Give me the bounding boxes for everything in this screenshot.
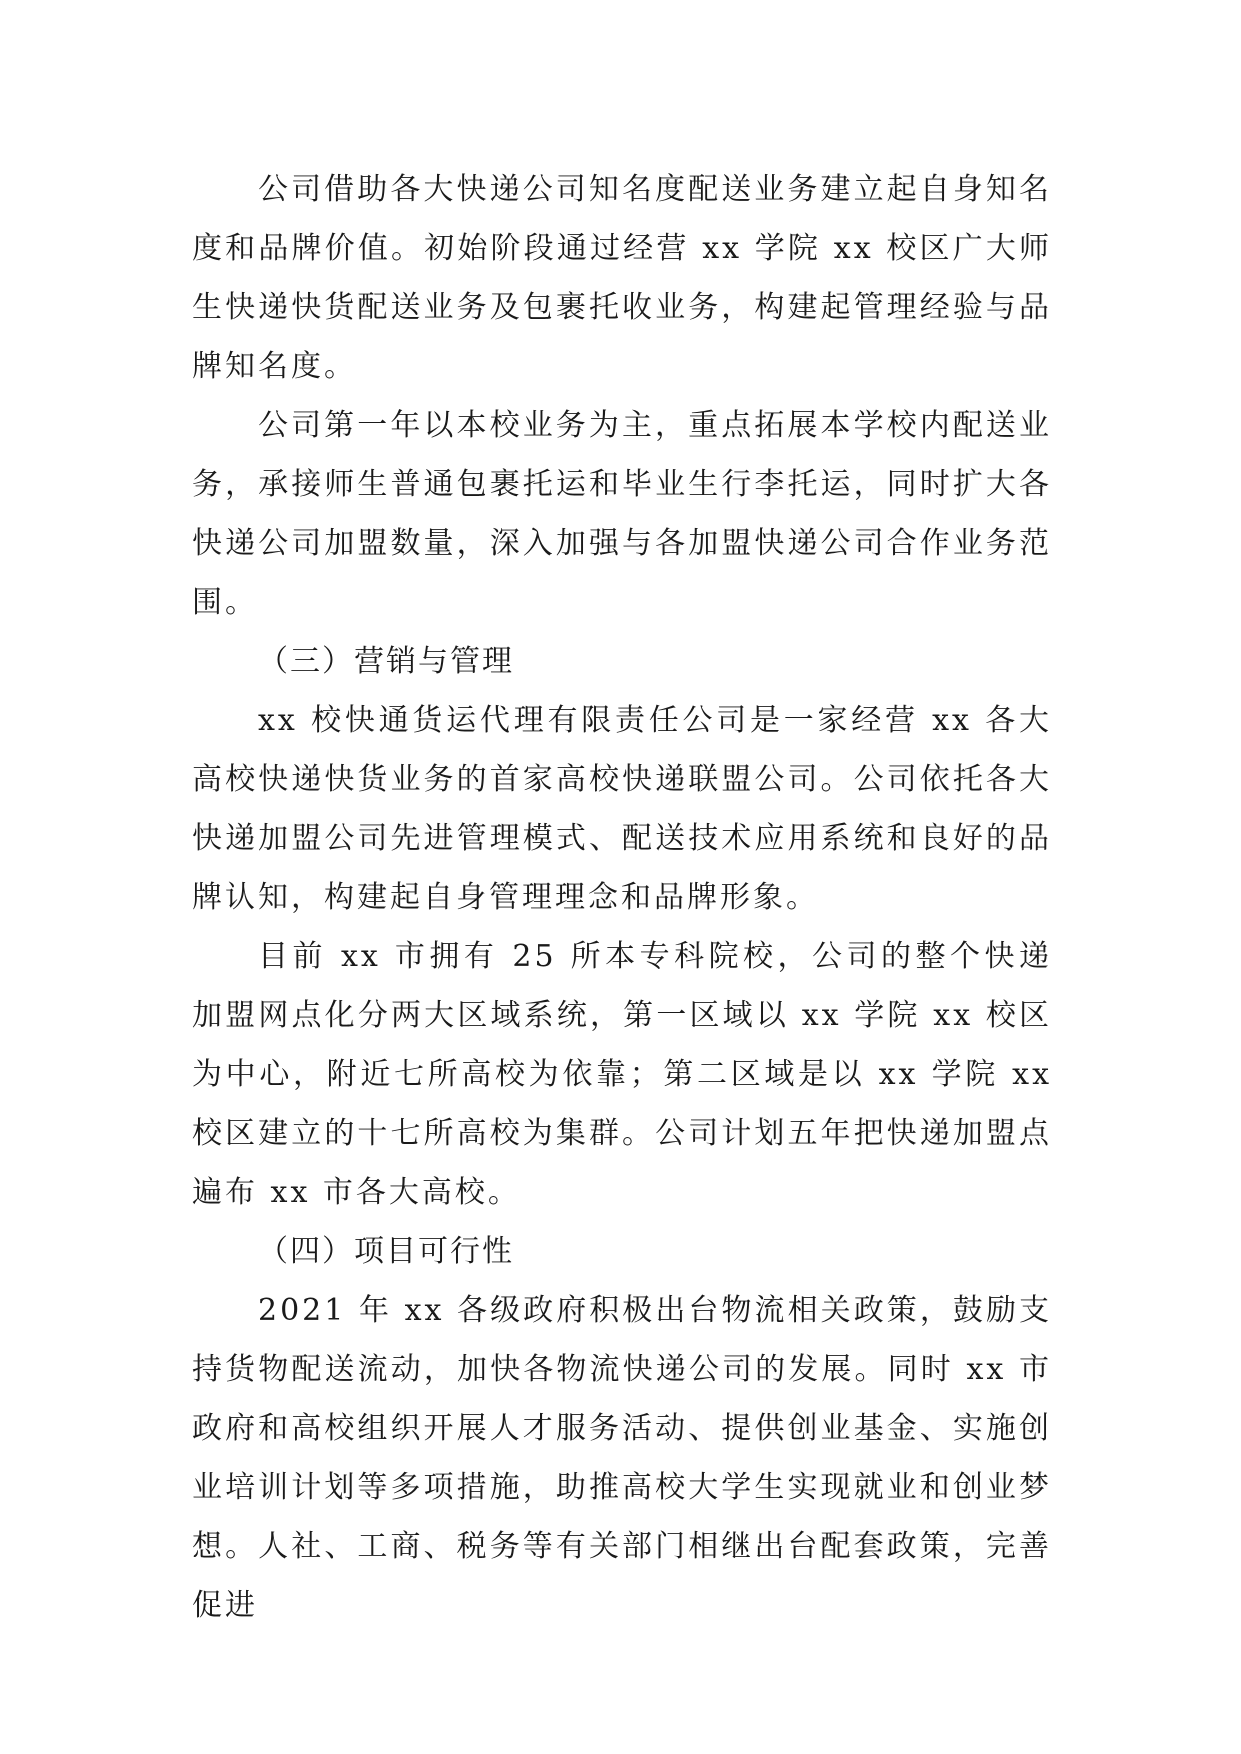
section-heading-feasibility: （四）项目可行性 bbox=[258, 1234, 514, 1269]
paragraph-network-plan: 目前 xx 市拥有 25 所本专科院校，公司的整个快递加盟网点化分两大区域系统，第一区域以 xx 学院 xx 校区为中心，附近七所高校为依靠；第二区域是以 xx 学院 xx 校区建立的十七所高校为集群。公司计划五年把快递加盟点遍布 xx 市各大高校。 bbox=[192, 939, 1052, 1210]
paragraph-company-intro: xx 校快通货运代理有限责任公司是一家经营 xx 各大高校快递快货业务的首家高校快递联盟公司。公司依托各大快递加盟公司先进管理模式、配送技术应用系统和良好的品牌认知，构建起自身管理理念和品牌形象。 bbox=[192, 703, 1052, 915]
section-heading-marketing: （三）营销与管理 bbox=[258, 644, 514, 679]
document-body bbox=[192, 160, 1052, 1635]
paragraph-first-year-plan: 公司第一年以本校业务为主，重点拓展本学校内配送业务，承接师生普通包裹托运和毕业生行李托运，同时扩大各快递公司加盟数量，深入加强与各加盟快递公司合作业务范围。 bbox=[192, 408, 1052, 620]
paragraph-policy-support: 2021 年 xx 各级政府积极出台物流相关政策，鼓励支持货物配送流动，加快各物流快递公司的发展。同时 xx 市政府和高校组织开展人才服务活动、提供创业基金、实施创业培训计划等多项措施，助推高校大学生实现就业和创业梦想。人社、工商、税务等有关部门相继出台配套政策，完善促进 bbox=[192, 1293, 1052, 1623]
paragraph-brand-building: 公司借助各大快递公司知名度配送业务建立起自身知名度和品牌价值。初始阶段通过经营 xx 学院 xx 校区广大师生快递快货配送业务及包裹托收业务，构建起管理经验与品牌知名度。 bbox=[192, 172, 1052, 384]
